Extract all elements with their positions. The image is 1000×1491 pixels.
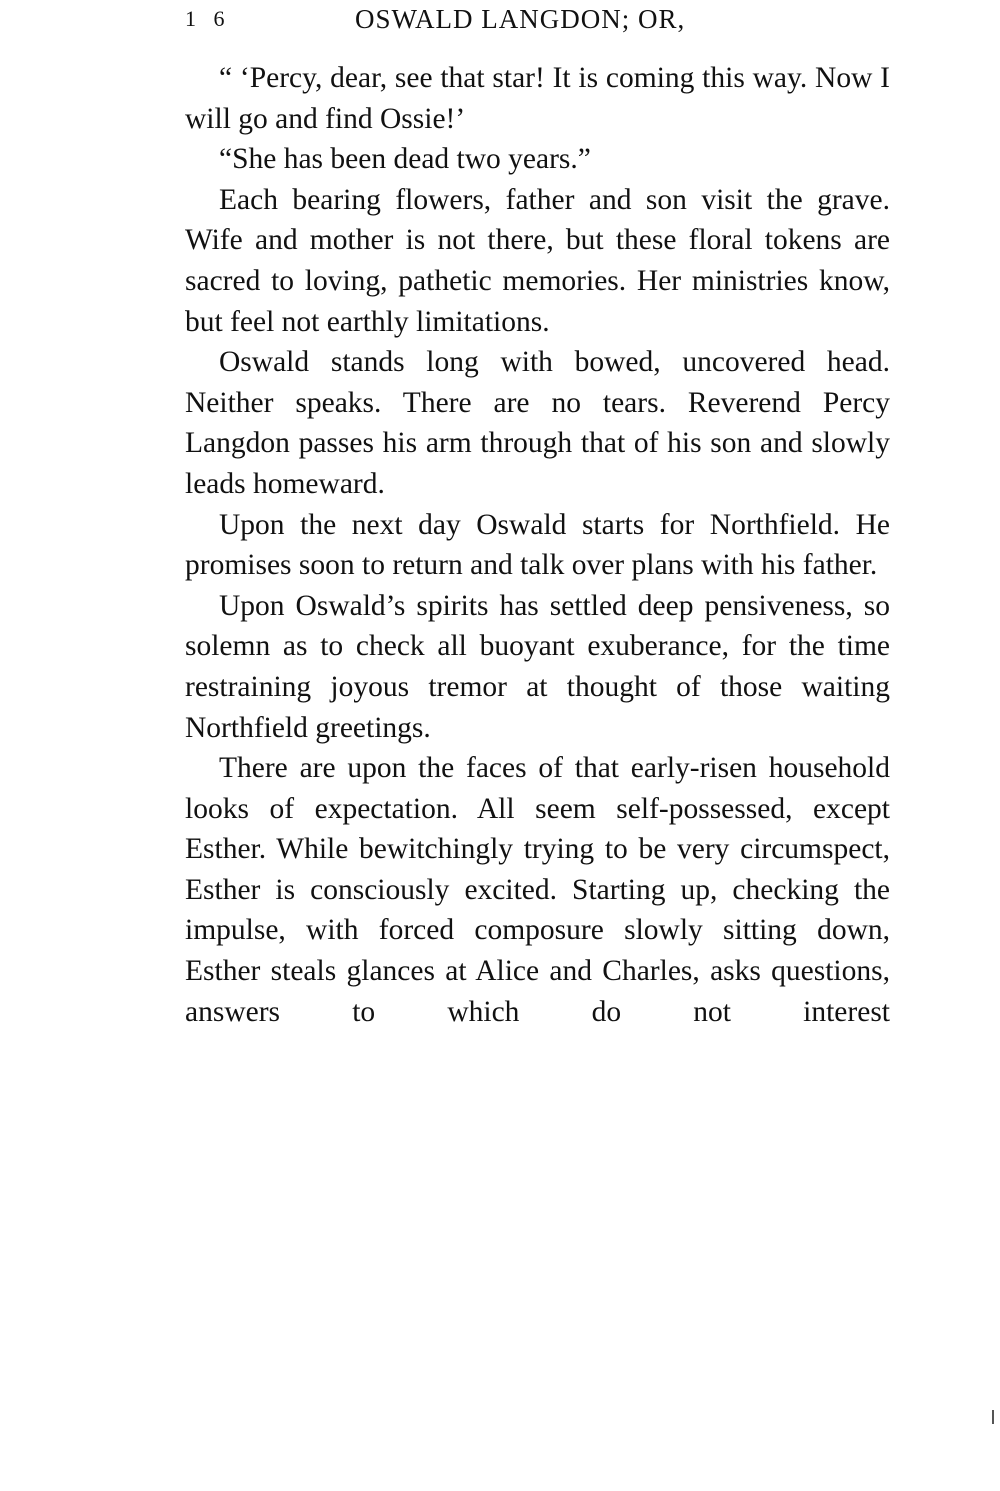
paragraph: “ ‘Percy, dear, see that star! It is coming this way. Now I will go and find Ossie!’ bbox=[185, 62, 890, 135]
paragraph: “She has been dead two years.” bbox=[219, 143, 591, 176]
scan-speck bbox=[992, 1410, 994, 1424]
paragraph: Oswald stands long with bowed, uncovered head. Neither speaks. There are no tears. Reverend Percy Langdon passes his arm through that of his son and slowly leads homeward. bbox=[185, 346, 890, 500]
running-head bbox=[185, 4, 890, 38]
paragraph: Upon Oswald’s spirits has settled deep pensiveness, so solemn as to check all buoyant exuberance, for the time restraining joyous tremor at thought of those waiting Northfield greetings. bbox=[185, 589, 890, 744]
page-number: 1 6 bbox=[185, 6, 231, 31]
body-text bbox=[185, 58, 890, 1032]
paragraph: Each bearing flowers, father and son visit the grave. Wife and mother is not there, but these floral tokens are sacred to loving, pathetic memories. Her ministries know, but feel not earthly limitations. bbox=[185, 183, 890, 338]
paragraph: There are upon the faces of that early-risen household looks of expectation. All seem self-possessed, except Esther. While bewitchingly trying to be very circumspect, Esther is consciously excited. Starting up, checking the impulse, with forced composure slowly sitting down, Esther steals glances at Alice and Charles, asks questions, answers to which do not interest bbox=[185, 752, 890, 1028]
running-title: OSWALD LANGDON; OR, bbox=[355, 4, 686, 34]
paragraph: Upon the next day Oswald starts for Northfield. He promises soon to return and talk over plans with his father. bbox=[185, 508, 890, 582]
